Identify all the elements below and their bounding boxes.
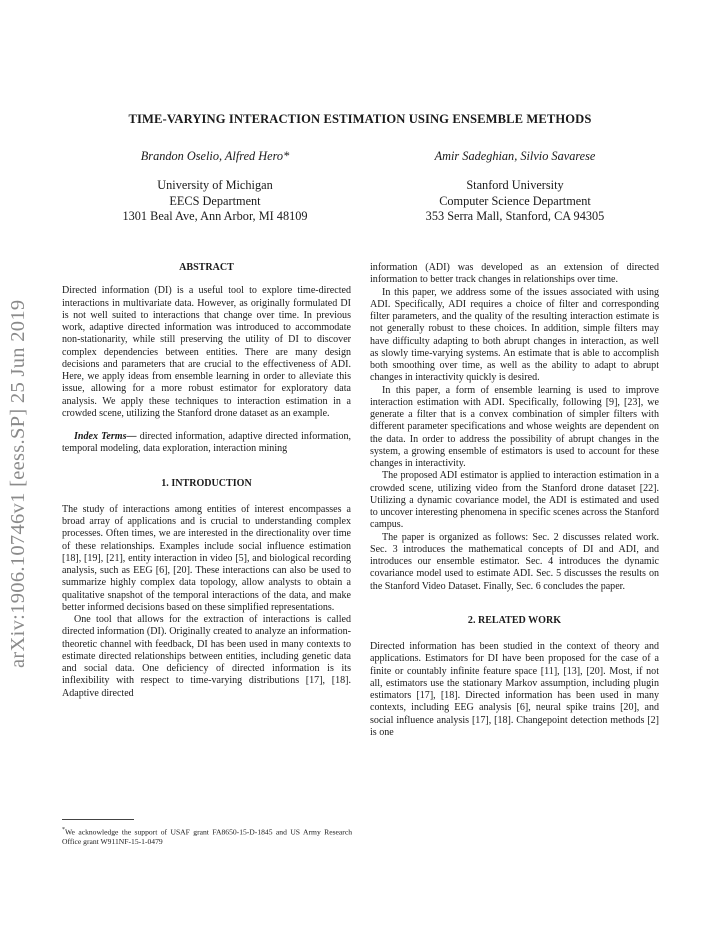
- affiliation-line: EECS Department: [169, 193, 261, 208]
- paper-title: TIME-VARYING INTERACTION ESTIMATION USING ENSEMBLE METHODS: [128, 112, 592, 126]
- body-paragraph: In this paper, a form of ensemble learning is used to improve interaction estimation with ADI. Specifically, following [9], [23], we generate a filter that is a convex combination of simpler filters with different parameter specifications and whose weights are dependent on the data. In order to address the possibility of abrupt changes in the system, a growing ensemble of estimators is used to account for these changes in interactivity.: [370, 384, 659, 469]
- footnote: [62, 826, 352, 847]
- body-paragraph: In this paper, we address some of the issues associated with using ADI. Specifically, ADI requires a choice of filter and corresponding filter parameters, and the quality of the resulting interaction estimate is not generally robust to these choices. In addition, simple filters may have difficulty adapting to both abrupt changes in interaction, as well as slowly time-varying systems. An estimate that is able to accomplish both smoothing over time, as well as the ability to adapt to abrupt changes in interactivity quickly is desired.: [370, 286, 659, 384]
- footnote-divider: [62, 819, 134, 820]
- affiliation-line: 1301 Beal Ave, Ann Arbor, MI 48109: [122, 209, 308, 224]
- right-column: [370, 262, 659, 739]
- index-terms-label: Index Terms—: [74, 431, 137, 442]
- section-heading-introduction: 1. INTRODUCTION: [161, 477, 252, 489]
- arxiv-identifier-text: arXiv:1906.10746v1 [eess.SP] 25 Jun 2019: [7, 299, 29, 668]
- author-names: Brandon Oselio, Alfred Hero*: [140, 149, 290, 163]
- author-block-stanford: [365, 149, 665, 225]
- intro-paragraph: One tool that allows for the extraction of interactions is called directed information (DI). Originally created to analyze an information-theoretic channel with feedback, DI has been used in many contexts to estimate directed relationships between entities, including genetic data and social data. One deficiency of directed information is its inflexibility with respect to time-varying distributions [17], [18]. Adaptive directed: [62, 614, 351, 699]
- index-terms: [62, 431, 351, 456]
- body-paragraph: information (ADI) was developed as an extension of directed information to better track changes in relationships over time.: [370, 262, 659, 286]
- author-block-michigan: [65, 149, 365, 225]
- left-column: [62, 262, 351, 700]
- affiliation-line: University of Michigan: [157, 178, 273, 193]
- footnote-text: We acknowledge the support of USAF grant FA8650-15-D-1845 and US Army Research Office grant W911NF-15-1-0479: [62, 827, 352, 847]
- arxiv-identifier-stamp: [4, 248, 29, 668]
- affiliation-line: 353 Serra Mall, Stanford, CA 94305: [425, 209, 605, 224]
- related-work-paragraph: Directed information has been studied in the context of theory and applications. Estimators for DI have been proposed for the case of a finite or countably infinite feature space [11], [13], [20]. Most, if not all, estimators use the stationary Markov assumption, including plugin estimators [17], [18]. Directed information has been used in many contexts, including EEG analysis [6], neural spike trains [20], and social influence analysis [17], [18]. Changepoint detection methods [2] is one: [370, 641, 659, 738]
- body-paragraph: The paper is organized as follows: Sec. 2 discusses related work. Sec. 3 introduces the mathematical concepts of DI and ADI, and introduces our ensemble estimator. Sec. 4 introduces the dynamic covariance model used to estimate ADI. Sec. 5 discusses the results on the Stanford Video Dataset. Finally, Sec. 6 concludes the paper.: [370, 531, 659, 592]
- footnote-marker: *: [62, 827, 65, 833]
- index-terms-text: directed information, adaptive directed information, temporal modeling, data exploration, interaction mining: [62, 431, 351, 455]
- intro-paragraph: The study of interactions among entities of interest encompasses a broad array of applications and is crucial to understanding complex processes. Often times, we are interested in the directionality over time of these relationships. Examples include social influence estimation [18], [19], [21], entity interaction in video [5], and biological recording analysis, such as EEG [6], [20]. These interactions can also be used to summarize highly complex data topology, allow analysts to obtain a qualitative snapshot of the temporal interactions of the data, and make better informed decisions based on these simplified representations.: [62, 503, 351, 613]
- abstract-text: Directed information (DI) is a useful tool to explore time-directed interactions in multivariate data. However, as originally formulated DI is not well suited to interactions that change over time. In previous work, adaptive directed information was introduced to accommodate non-stationarity, while still preserving the utility of DI to discover complex dependencies between entities. There are many design decisions and parameters that are crucial to the effectiveness of ADI. Here, we apply ideas from ensemble learning in order to alleviate this issue, allowing for a more robust estimator for exploratory data analysis. We apply these techniques to interaction estimation in a crowded scene, utilizing the Stanford drone dataset as an example.: [62, 285, 351, 419]
- author-names: Amir Sadeghian, Silvio Savarese: [434, 149, 596, 163]
- body-paragraph: The proposed ADI estimator is applied to interaction estimation in a crowded scene, utilizing video from the Stanford drone dataset [22]. Utilizing a dynamic covariance model, the ADI is estimated and used to uncover interesting phenomena in specific scenes across the Stanford campus.: [370, 470, 659, 531]
- affiliation-line: Computer Science Department: [439, 193, 591, 208]
- abstract-heading: ABSTRACT: [179, 262, 234, 273]
- section-heading-related-work: 2. RELATED WORK: [467, 614, 562, 626]
- affiliation-line: Stanford University: [466, 178, 564, 193]
